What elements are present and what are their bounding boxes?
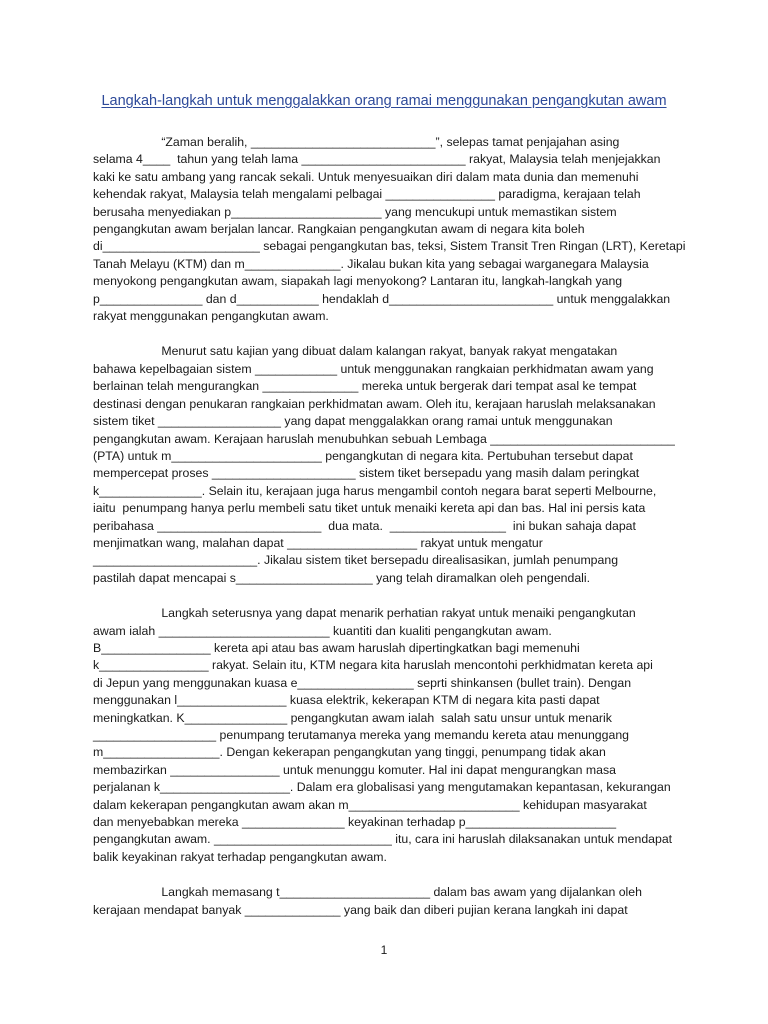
text-line: berlainan telah mengurangkan ______________ mereka untuk bergerak dari tempat asal ke tempat	[93, 379, 637, 394]
text-line: Langkah memasang t______________________ dalam bas awam yang dijalankan oleh	[93, 885, 642, 900]
paragraph	[93, 134, 693, 325]
text-line: rakyat menggunakan pengangkutan awam.	[93, 309, 329, 324]
paragraph	[93, 605, 693, 866]
text-line: B________________ kereta api atau bas awam haruslah dipertingkatkan bagi memenuhi	[93, 640, 580, 655]
text-line: kerajaan mendapat banyak ______________ yang baik dan diberi pujian kerana langkah ini dapat	[93, 902, 628, 917]
text-line: ________________________. Jikalau sistem tiket bersepadu direalisasikan, jumlah penumpang	[93, 553, 619, 568]
text-line: sistem tiket __________________ yang dapat menggalakkan orang ramai untuk menggunakan	[93, 414, 613, 429]
text-line: __________________ penumpang terutamanya mereka yang memandu kereta atau menunggang	[93, 728, 629, 742]
text-line: meningkatkan. K_______________ pengangkutan awam ialah salah satu unsur untuk menarik	[93, 710, 612, 725]
text-line: Tanah Melayu (KTM) dan m______________. Jikalau bukan kita yang sebagai warganegara Malaysia	[93, 256, 649, 271]
text-line: awam ialah _________________________ kuantiti dan kualiti pengangkutan awam.	[93, 623, 552, 638]
page-number: 1	[380, 943, 388, 957]
text-line: m_________________. Dengan kekerapan pengangkutan yang tinggi, penumpang tidak akan	[93, 745, 606, 760]
text-line: pengangkutan awam. Kerajaan haruslah menubuhkan sebuah Lembaga ___________________________	[93, 431, 675, 446]
text-line: k_______________. Selain itu, kerajaan juga harus mengambil contoh negara barat seperti Melbourne,	[93, 483, 657, 498]
text-line: di Jepun yang menggunakan kuasa e_________________ seprti shinkansen (bullet train). Dengan	[93, 675, 632, 690]
text-line: pastilah dapat mencapai s____________________ yang telah diramalkan oleh pengendali.	[93, 570, 591, 585]
text-line: p_______________ dan d____________ hendaklah d________________________ untuk menggalakkan	[93, 291, 671, 306]
text-line: berusaha menyediakan p______________________ yang mencukupi untuk memastikan sistem	[93, 204, 617, 219]
text-line: menyokong pengangkutan awam, siapakah lagi menyokong? Lantaran itu, langkah-langkah yang	[93, 274, 623, 289]
paragraph	[93, 343, 693, 587]
document-title: Langkah-langkah untuk menggalakkan orang ramai menggunakan pengangkutan awam	[101, 93, 667, 109]
text-line: kaki ke satu ambang yang rancak sekali. Untuk menyesuaikan diri dalam mata dunia dan memenuhi	[93, 169, 639, 184]
text-line: k________________ rakyat. Selain itu, KTM negara kita haruslah mencontohi perkhidmatan kereta api	[93, 658, 653, 673]
text-line: pengangkutan awam berjalan lancar. Rangkaian pengangkutan awam di negara kita boleh	[93, 222, 585, 237]
paragraph	[93, 884, 693, 919]
text-line: mempercepat proses _____________________ sistem tiket bersepadu yang masih dalam peringkat	[93, 466, 640, 481]
text-line: iaitu penumpang hanya perlu membeli satu tiket untuk menaiki kereta api dan bas. Hal ini persis kata	[93, 501, 646, 516]
text-line: dan menyebabkan mereka _______________ keyakinan terhadap p______________________	[93, 815, 617, 830]
text-line: destinasi dengan penukaran rangkaian perkhidmatan awam. Oleh itu, kerajaan haruslah melaksanakan	[93, 396, 656, 411]
text-line: (PTA) untuk m______________________ pengangkutan di negara kita. Pertubuhan tersebut dapat	[93, 448, 633, 463]
text-line: di_______________________ sebagai pengangkutan bas, teksi, Sistem Transit Tren Ringan (LRT), Keretapi	[93, 239, 686, 254]
text-line: pengangkutan awam. __________________________ itu, cara ini haruslah dilaksanakan untuk mendapat	[93, 832, 673, 847]
text-line: dalam kekerapan pengangkutan awam akan m_________________________ kehidupan masyarakat	[93, 797, 647, 812]
text-line: menggunakan l________________ kuasa elektrik, kekerapan KTM di negara kita pasti dapat	[93, 693, 600, 708]
text-line: menjimatkan wang, malahan dapat ___________________ rakyat untuk mengatur	[93, 535, 543, 550]
text-line: selama 4____ tahun yang telah lama ________________________ rakyat, Malaysia telah menjejakkan	[93, 152, 661, 167]
text-line: perjalanan k___________________. Dalam era globalisasi yang mengutamakan kepantasan, kekurangan	[93, 780, 671, 795]
text-line: peribahasa ________________________ dua mata. _________________ ini bukan sahaja dapat	[93, 518, 636, 533]
text-line: Langkah seterusnya yang dapat menarik perhatian rakyat untuk menaiki pengangkutan	[93, 606, 636, 621]
text-line: Menurut satu kajian yang dibuat dalam kalangan rakyat, banyak rakyat mengatakan	[93, 344, 618, 359]
text-line: “Zaman beralih, ___________________________”, selepas tamat penjajahan asing	[93, 135, 620, 149]
text-line: kehendak rakyat, Malaysia telah mengalami pelbagai ________________ paradigma, kerajaan telah	[93, 187, 641, 202]
text-line: membazirkan ________________ untuk menunggu komuter. Hal ini dapat mengurangkan masa	[93, 762, 616, 777]
text-line: balik keyakinan rakyat terhadap pengangkutan awam.	[93, 849, 387, 864]
text-line: bahawa kepelbagaian sistem ____________ untuk menggunakan rangkaian perkhidmatan awam yang	[93, 361, 654, 376]
document-body	[93, 134, 693, 937]
